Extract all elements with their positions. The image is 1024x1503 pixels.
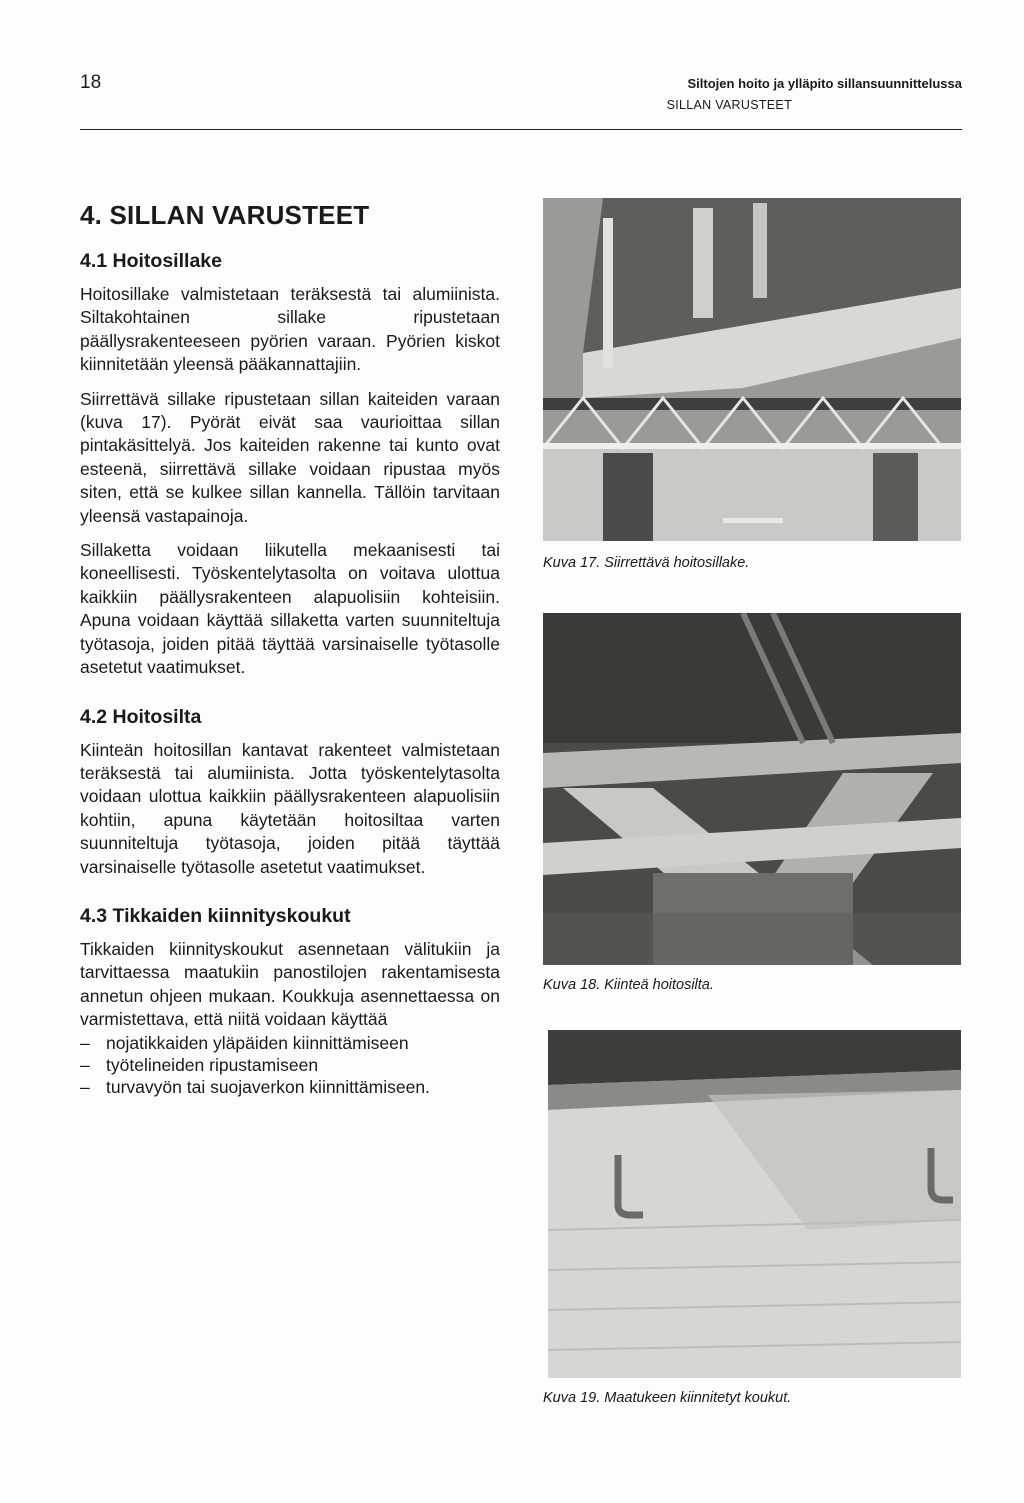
text-column (80, 200, 500, 1098)
paragraph: Tikkaiden kiinnityskoukut asennetaan välitukiin ja tarvittaessa maatukiin panostilojen rakentamisesta annetun ohjeen mukaan. Koukkuja asennettaessa on varmistettava, että niitä voidaan käyttää (80, 938, 500, 1030)
paragraph: Kiinteän hoitosillan kantavat rakenteet valmistetaan teräksestä tai alumiinista. Jotta työskentelytasolta voidaan ulottua kaikkiin päällysrakenteen alapuolisiin kohtiin, apuna käytetään hoitosiltaa varten suunniteltuja työtasoja, joiden pitää täyttää varsinaiselle työtasolle asetetut vaatimukset. (80, 739, 500, 877)
running-header-title: Siltojen hoito ja ylläpito sillansuunnittelussa (687, 76, 962, 91)
list-item (80, 1076, 500, 1098)
figure-17-photo (543, 198, 961, 541)
page-number: 18 (80, 72, 102, 93)
fixed-maintenance-bridge-photo (543, 613, 961, 965)
paragraph: Hoitosillake valmistetaan teräksestä tai alumiinista. Siltakohtainen sillake ripustetaan päällysrakenteeseen pyörien varaan. Pyörien kiskot kiinnitetään yleensä pääkannattajiin. (80, 284, 500, 375)
list-item (80, 1032, 500, 1054)
section-heading-4-2: 4.2 Hoitosilta (80, 705, 202, 728)
chapter-title: 4. SILLAN VARUSTEET (80, 200, 370, 230)
paragraph: Sillaketta voidaan liikutella mekaanisesti tai koneellisesti. Työskentelytasolta on voitava ulottua kaikkiin päällysrakenteen alapuolisiin kohteisiin. Apuna voidaan käyttää sillaketta varten suunniteltuja työtasoja, joiden pitää täyttää varsinaiselle työtasolle asetetut vaatimukset. (80, 540, 500, 678)
list-dash: – (80, 1054, 90, 1075)
figure-18-photo (543, 613, 961, 965)
list-item (80, 1054, 500, 1076)
bridge-platform-photo (543, 198, 961, 541)
list-dash: – (80, 1076, 90, 1097)
figure-19-caption: Kuva 19. Maatukeen kiinnitetyt koukut. (543, 1390, 792, 1406)
list-item-text: turvavyön tai suojaverkon kiinnittämiseen. (106, 1076, 430, 1097)
list-item-text: työtelineiden ripustamiseen (106, 1054, 319, 1075)
section-heading-4-1: 4.1 Hoitosillake (80, 250, 222, 272)
list-item-text: nojatikkaiden yläpäiden kiinnittämiseen (106, 1032, 409, 1053)
abutment-hooks-photo (548, 1030, 961, 1378)
requirements-list (80, 1032, 500, 1098)
header-divider (80, 129, 962, 130)
section-heading-4-3: 4.3 Tikkaiden kiinnityskoukut (80, 904, 351, 927)
figure-18-caption: Kuva 18. Kiinteä hoitosilta. (543, 977, 714, 993)
figure-19-photo (548, 1030, 961, 1378)
figure-17-caption: Kuva 17. Siirrettävä hoitosillake. (543, 555, 750, 571)
list-dash: – (80, 1032, 90, 1053)
paragraph: Siirrettävä sillake ripustetaan sillan kaiteiden varaan (kuva 17). Pyörät eivät saa vaurioittaa sillan pintakäsittelyä. Jos kaiteiden rakenne tai kunto ovat esteenä, siirrettävä sillake voidaan ripustaa myös siten, että se kulkee sillan kannella. Tällöin tarvitaan yleensä vastapainoja. (80, 388, 500, 526)
running-header-section: SILLAN VARUSTEET (666, 98, 792, 112)
